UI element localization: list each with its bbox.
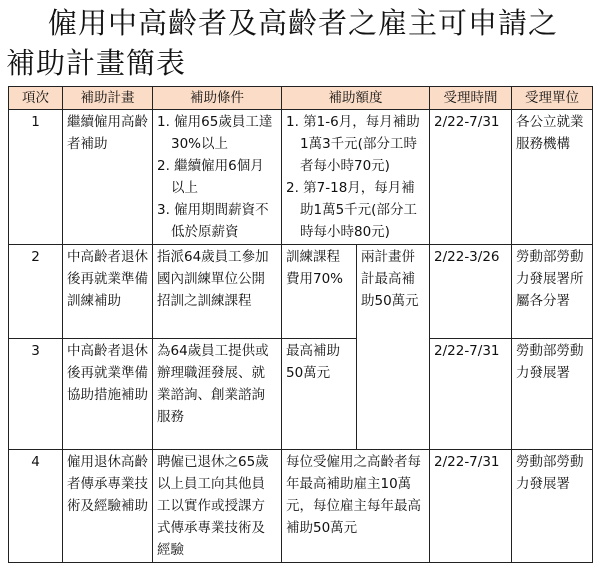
- row-amount: [282, 110, 430, 245]
- row-unit: 勞動部勞動力發展署: [512, 339, 593, 450]
- row-period: 2/22-7/31: [430, 110, 512, 245]
- row-unit: 勞動部勞動力發展署: [512, 450, 593, 563]
- header-period: 受理時間: [430, 87, 512, 110]
- row-unit: 各公立就業服務機構: [512, 110, 593, 245]
- row-amount: 每位受僱用之高齡者每年最高補助雇主10萬元，每位雇主每年最高補助50萬元: [282, 450, 430, 563]
- amount-item: 2. 第7-18月，每月補助1萬5千元(部分工時每小時80元): [286, 180, 417, 240]
- condition-item: 3. 僱用期間薪資不低於原薪資: [157, 202, 269, 240]
- table-row: [9, 450, 593, 563]
- condition-item: 2. 繼續僱用6個月以上: [157, 158, 264, 196]
- row-no: 4: [9, 450, 63, 563]
- row-period: 2/22-7/31: [430, 450, 512, 563]
- condition-item: 1. 僱用65歲員工達30%以上: [157, 114, 273, 152]
- document-title-line1: 僱用中高齡者及高齡者之雇主可申請之: [48, 6, 559, 40]
- row-conditions: [153, 110, 282, 245]
- row-no: 2: [9, 245, 63, 339]
- amount-item: 1. 第1-6月，每月補助1萬3千元(部分工時者每小時70元): [286, 114, 420, 174]
- row-period: 2/22-7/31: [430, 339, 512, 450]
- row-plan: 繼續僱用高齡者補助: [63, 110, 153, 245]
- header-conditions: 補助條件: [153, 87, 282, 110]
- row-amount: 最高補助50萬元: [282, 339, 357, 450]
- row-no: 1: [9, 110, 63, 245]
- row-conditions: 為64歲員工提供或辦理職涯發展、就業諮詢、創業諮詢服務: [153, 339, 282, 450]
- row-plan: 僱用退休高齡者傳承專業技術及經驗補助: [63, 450, 153, 563]
- row-conditions: 聘僱已退休之65歲以上員工向其他員工以實作或授課方式傳承專業技術及經驗: [153, 450, 282, 563]
- header-amount: 補助額度: [282, 87, 430, 110]
- subsidy-table: [8, 86, 593, 563]
- document-title-line2: 補助計畫簡表: [6, 46, 187, 80]
- row-plan: 中高齡者退休後再就業準備訓練補助: [63, 245, 153, 339]
- table-row: [9, 339, 593, 450]
- header-unit: 受理單位: [512, 87, 593, 110]
- row-conditions: 指派64歲員工參加國內訓練單位公開招訓之訓練課程: [153, 245, 282, 339]
- row-plan: 中高齡者退休後再就業準備協助措施補助: [63, 339, 153, 450]
- table-header-row: [9, 87, 593, 110]
- header-plan: 補助計畫: [63, 87, 153, 110]
- table-row: [9, 110, 593, 245]
- shared-amount: 兩計畫併計最高補助50萬元: [357, 245, 430, 450]
- row-period: 2/22-3/26: [430, 245, 512, 339]
- header-no: 項次: [9, 87, 63, 110]
- row-unit: 勞動部勞動力發展署所屬各分署: [512, 245, 593, 339]
- row-amount: 訓練課程費用70%: [282, 245, 357, 339]
- row-no: 3: [9, 339, 63, 450]
- table-row: [9, 245, 593, 339]
